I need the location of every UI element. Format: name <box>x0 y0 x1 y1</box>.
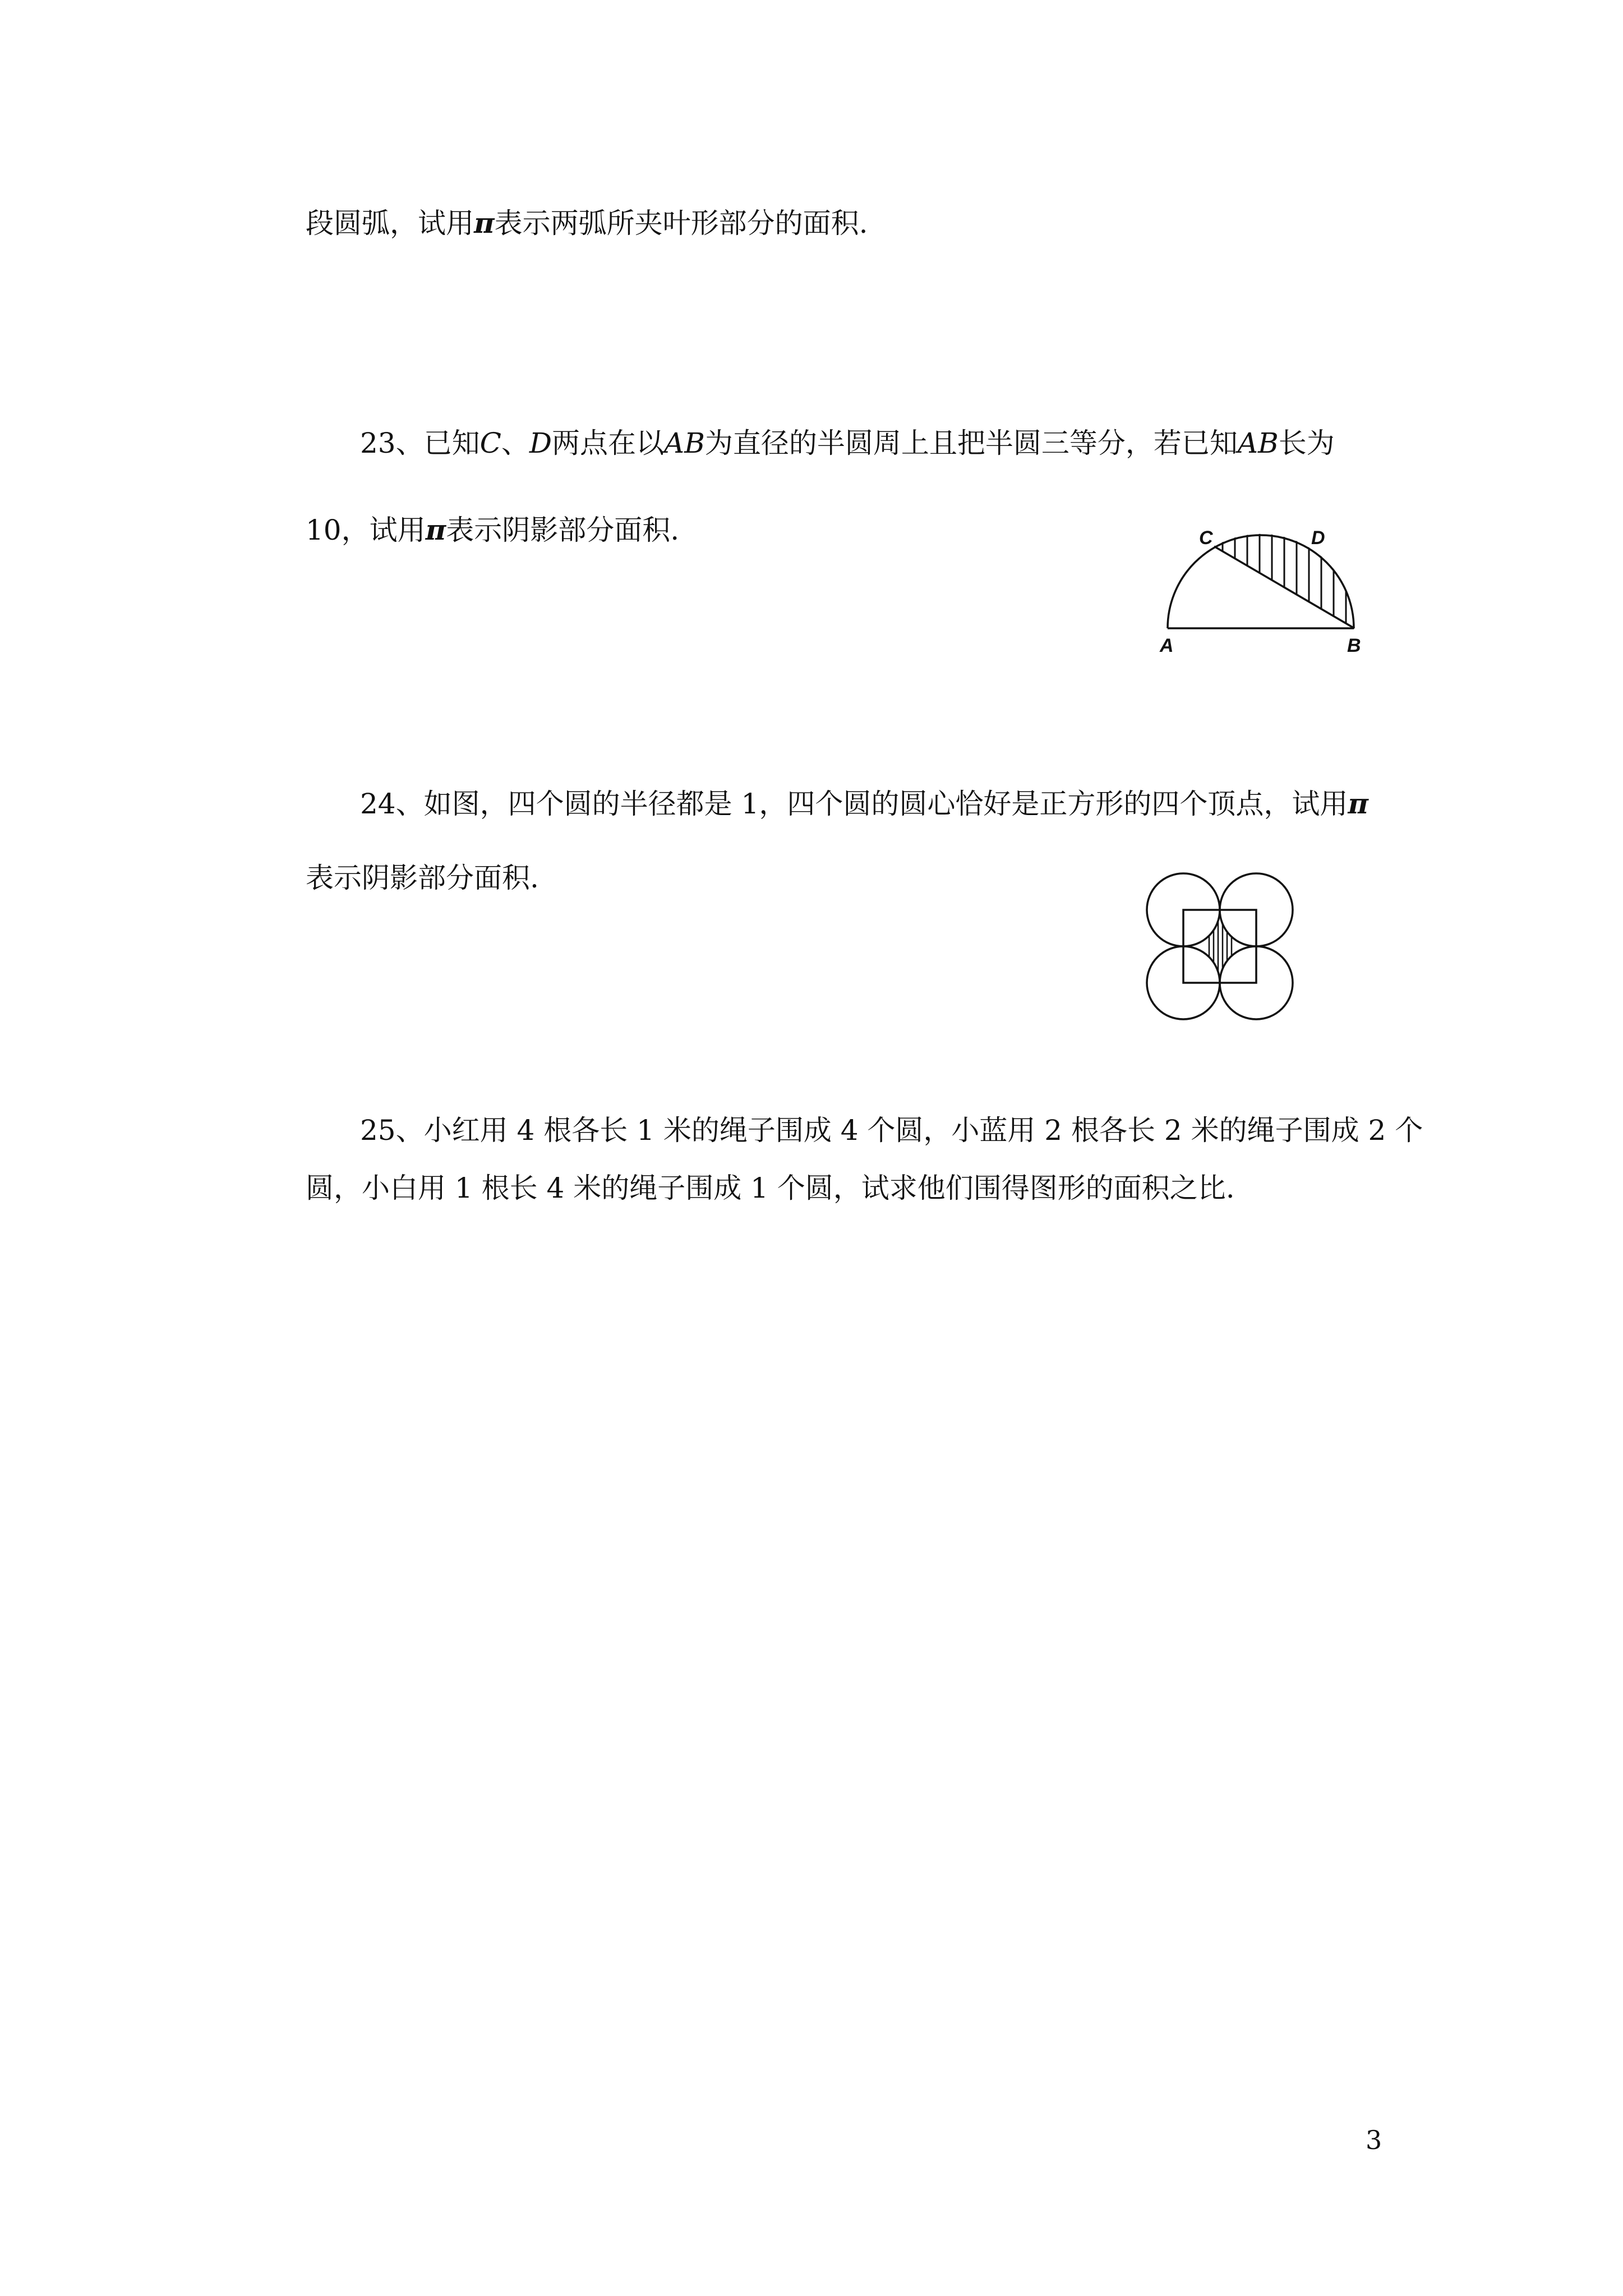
q24-line2 <box>306 861 539 895</box>
q24-figure <box>1138 864 1301 1032</box>
q24-line1 <box>360 787 1368 821</box>
q23-line2 <box>306 513 679 547</box>
q23-ab2: AB <box>1237 427 1279 459</box>
label-b: B <box>1347 635 1361 656</box>
label-d: D <box>1311 527 1325 549</box>
q22-tail-line <box>306 206 868 240</box>
q23-c: C <box>479 427 501 459</box>
q23-figure <box>1144 522 1380 668</box>
label-c: C <box>1199 527 1213 549</box>
q25-text-b: 圆，小白用 1 根长 4 米的绳子围成 1 个圆，试求他们围得图形的面积之比. <box>306 1172 1235 1204</box>
q23-d: D <box>529 427 552 459</box>
q25-line1 <box>360 1114 1423 1147</box>
q25-text-a: 25、小红用 4 根各长 1 米的绳子围成 4 个圆，小蓝用 2 根各长 2 米的绳子围成 2 个 <box>360 1114 1423 1147</box>
pi-symbol: π <box>425 513 446 546</box>
q23-text-b: 为直径的半圆周上且把半圆三等分，若已知 <box>704 427 1238 459</box>
q23-line2-b: 表示阴影部分面积. <box>446 514 680 546</box>
center-square <box>1183 910 1256 983</box>
q24-text-a: 24、如图，四个圆的半径都是 1，四个圆的圆心恰好是正方形的四个顶点，试用 <box>360 788 1348 820</box>
q23-sep: 、 <box>501 427 529 459</box>
semicircle-arc <box>1168 535 1354 628</box>
q23-ab1: AB <box>663 427 705 459</box>
label-a: A <box>1160 635 1174 656</box>
q24-text-b: 表示阴影部分面积. <box>306 862 539 894</box>
q22-text-a: 段圆弧，试用 <box>306 207 474 240</box>
q23-number: 23、已知 <box>360 427 480 459</box>
q23-text-c: 长为 <box>1278 427 1335 459</box>
q22-text-b: 表示两弧所夹叶形部分的面积. <box>494 207 868 240</box>
q23-line1 <box>360 426 1335 460</box>
pi-symbol: π <box>474 206 495 240</box>
pi-symbol: π <box>1348 787 1368 820</box>
q25-line2 <box>306 1171 1235 1205</box>
page-number: 3 <box>1366 2125 1382 2155</box>
q23-line2-a: 10，试用 <box>306 514 426 546</box>
q23-text-a: 两点在以 <box>551 427 664 459</box>
